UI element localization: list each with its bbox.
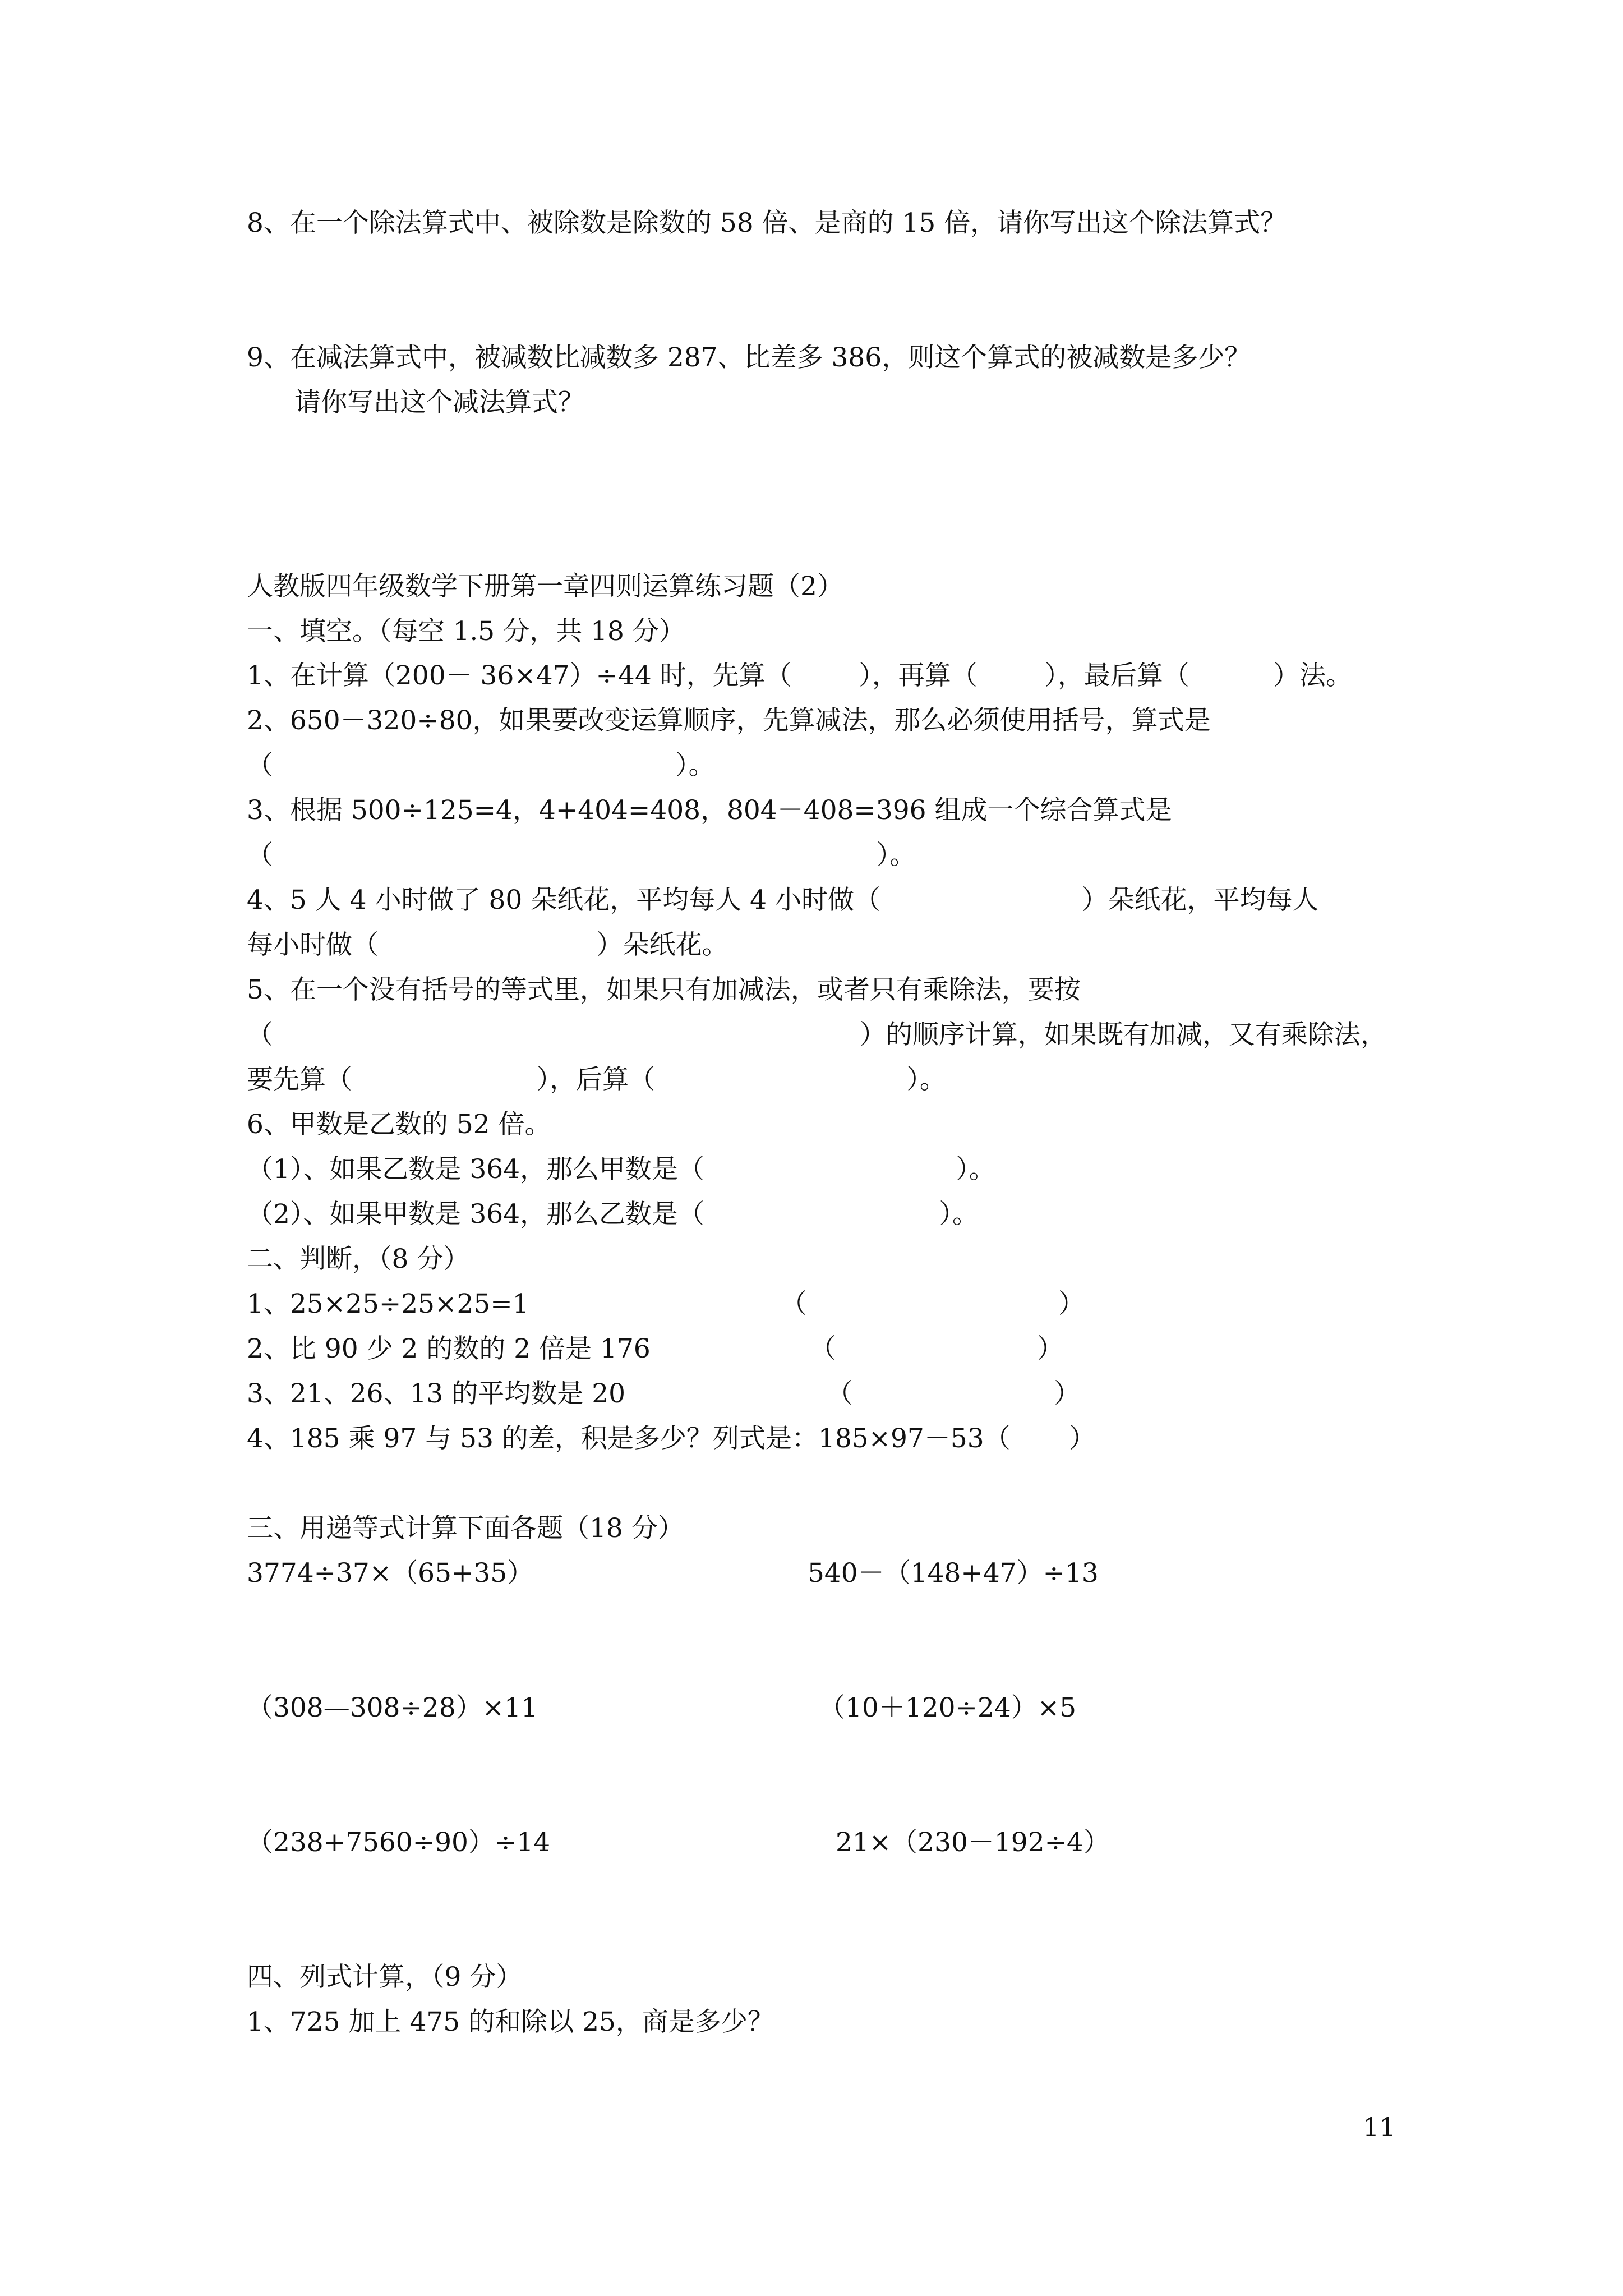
calc-problem-6: 21×（230－192÷4）	[836, 1827, 1110, 1858]
judge-q1: 1、25×25÷25×25=1 （ ）	[247, 1289, 1085, 1319]
page-number: 11	[1363, 2112, 1396, 2142]
question-9-line-1: 9、在减法算式中，被减数比减数多 287、比差多 386，则这个算式的被减数是多少？	[247, 342, 1251, 373]
fill-blank-q2: 2、650－320÷80，如果要改变运算顺序，先算减法，那么必须使用括号，算式是	[247, 705, 1211, 736]
section-2-heading: 二、判断，（8 分）	[247, 1244, 470, 1274]
fill-blank-q5: 5、在一个没有括号的等式里，如果只有加减法，或者只有乘除法，要按	[247, 974, 1081, 1005]
judge-q3: 3、21、26、13 的平均数是 20 （ ）	[247, 1378, 1081, 1409]
fill-blank-q4-cont: 每小时做（ ）朵纸花。	[247, 930, 728, 960]
worksheet-title: 人教版四年级数学下册第一章四则运算练习题（2）	[247, 571, 843, 602]
fill-blank-q6-part2: （2）、如果甲数是 364，那么乙数是（ ）。	[247, 1199, 979, 1230]
judge-q2: 2、比 90 少 2 的数的 2 倍是 176 （ ）	[247, 1333, 1064, 1364]
fill-blank-q3-answer: （ ）。	[247, 840, 916, 871]
fill-blank-q5-cont: （ ）的顺序计算，如果既有加减，又有乘除法，	[247, 1019, 1387, 1050]
calc-problem-2: 540－（148+47）÷13	[808, 1558, 1099, 1589]
fill-blank-q1: 1、在计算（200－ 36×47）÷44 时，先算（ ），再算（ ），最后算（ ）法。	[247, 660, 1353, 691]
calc-problem-4: （10＋120÷24）×5	[819, 1692, 1076, 1723]
calc-problem-1: 3774÷37×（65+35）	[247, 1558, 534, 1589]
judge-q4: 4、185 乘 97 与 53 的差，积是多少？列式是：185×97－53（ ）	[247, 1423, 1096, 1454]
section-4-heading: 四、列式计算，（9 分）	[247, 1962, 523, 1993]
fill-blank-q4: 4、5 人 4 小时做了 80 朵纸花，平均每人 4 小时做（ ）朵纸花，平均每人	[247, 885, 1319, 915]
calc-problem-5: （238+7560÷90）÷14	[247, 1827, 551, 1858]
word-problem-1: 1、725 加上 475 的和除以 25，商是多少？	[247, 2007, 774, 2037]
question-8: 8、在一个除法算式中、被除数是除数的 58 倍、是商的 15 倍，请你写出这个除法算式？	[247, 208, 1287, 238]
section-3-heading: 三、用递等式计算下面各题（18 分）	[247, 1513, 684, 1544]
fill-blank-q5-end: 要先算（ ），后算（ ）。	[247, 1064, 946, 1095]
fill-blank-q2-answer: （ ）。	[247, 750, 715, 781]
fill-blank-q6-part1: （1）、如果乙数是 364，那么甲数是（ ）。	[247, 1154, 995, 1185]
calc-problem-3: （308—308÷28）×11	[247, 1692, 538, 1723]
fill-blank-q3: 3、根据 500÷125=4，4+404=408，804－408=396 组成一个综合算式是	[247, 795, 1172, 826]
section-1-heading: 一、填空。（每空 1.5 分，共 18 分）	[247, 616, 685, 647]
fill-blank-q6: 6、甲数是乙数的 52 倍。	[247, 1109, 551, 1140]
question-9-line-2: 请你写出这个减法算式？	[294, 387, 584, 418]
